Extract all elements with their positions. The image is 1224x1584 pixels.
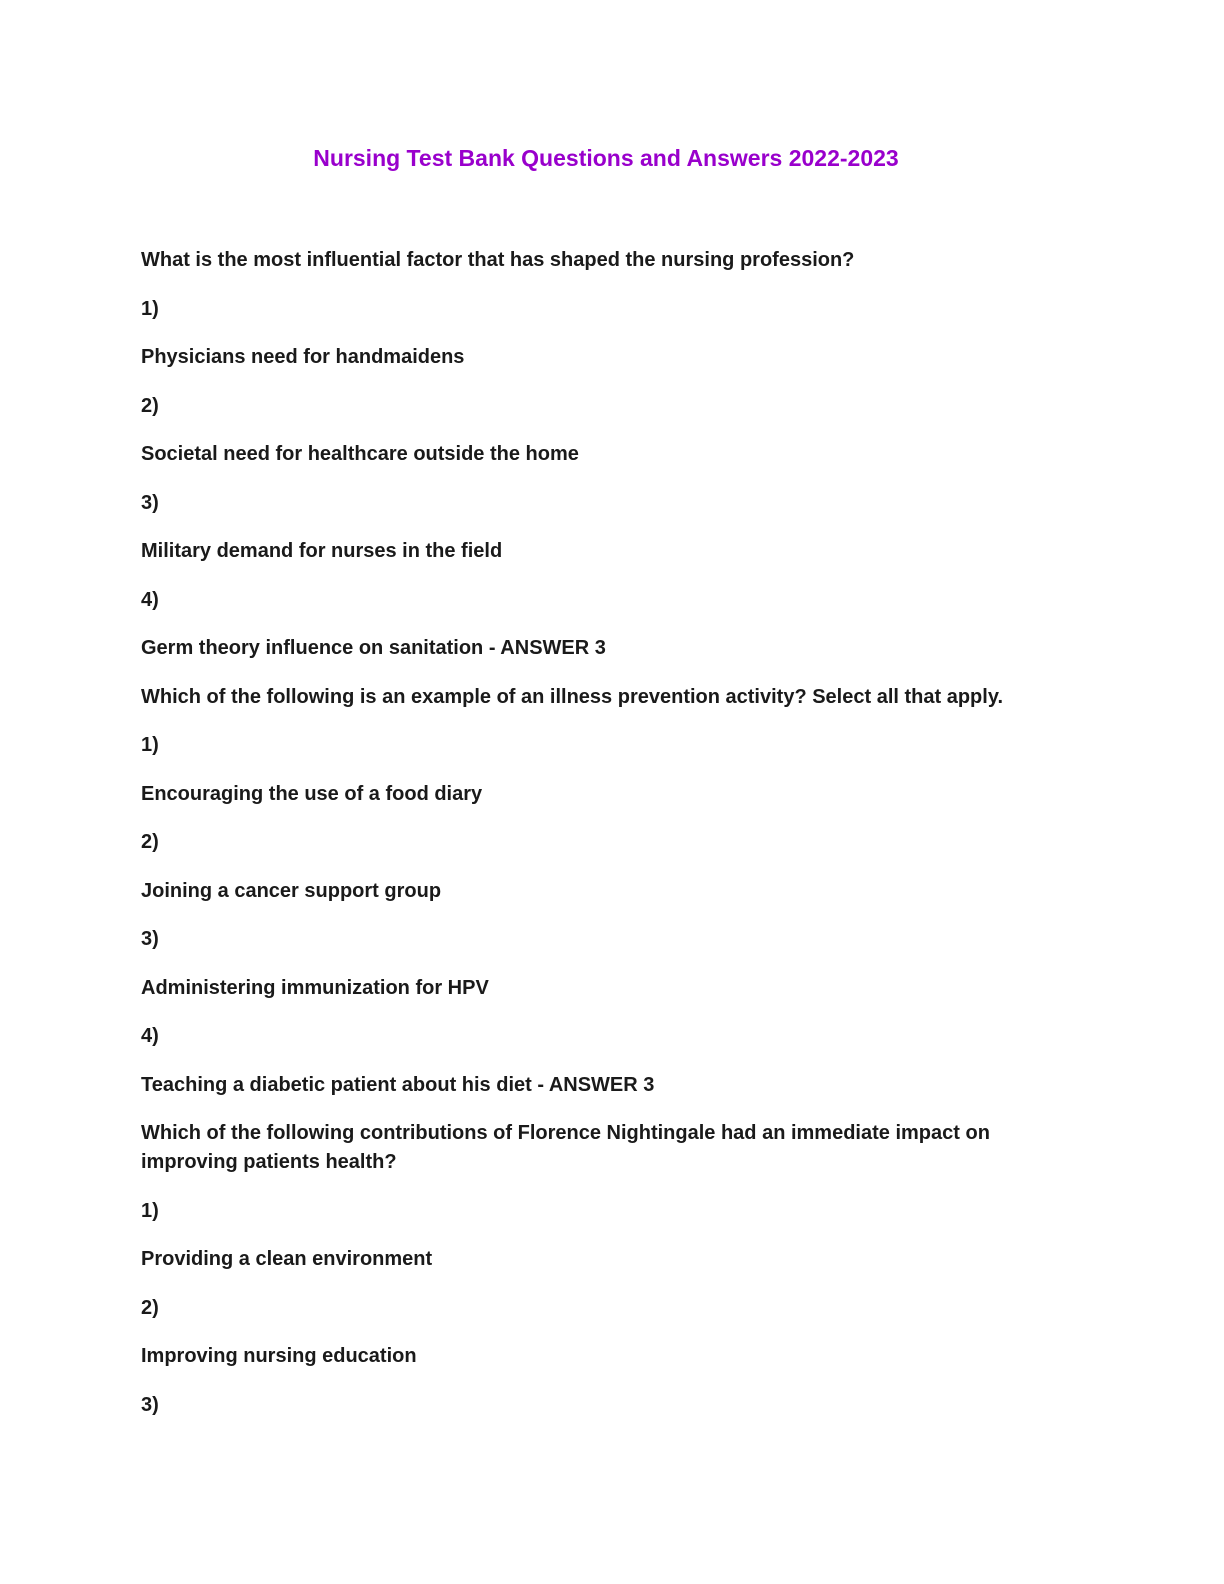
question-1-option-number: 4) (141, 588, 159, 611)
question-2-option-number: 1) (141, 734, 159, 756)
question-2-answer-line: Teaching a diabetic patient about his diet - ANSWER 3 (141, 1073, 655, 1096)
question-1-option-number: 2) (141, 394, 159, 417)
question-1-option-text: Physicians need for handmaidens (141, 346, 465, 368)
question-1-option-number: 3) (141, 491, 159, 514)
question-2-option-number: 2) (141, 831, 159, 853)
question-1-option-text: Military demand for nurses in the field (141, 540, 503, 562)
question-3-option-number: 1) (141, 1199, 159, 1222)
question-2-option-number: 4) (141, 1025, 159, 1047)
question-2-option-text: Encouraging the use of a food diary (141, 782, 483, 805)
question-1-option-number: 1) (141, 297, 159, 320)
document-title: Nursing Test Bank Questions and Answers 2022-2023 (313, 145, 899, 171)
question-2-option-text: Joining a cancer support group (141, 879, 442, 902)
question-3-option-number: 2) (141, 1296, 159, 1319)
question-2-text: Which of the following is an example of an illness prevention activity? Select all that apply. (141, 685, 1004, 708)
question-1-option-text: Societal need for healthcare outside the home (141, 443, 579, 465)
question-3-option-number: 3) (141, 1393, 159, 1416)
question-3-text: Which of the following contributions of Florence Nightingale had an immediate impact on improving patients health? (141, 1122, 990, 1173)
question-2-option-number: 3) (141, 928, 159, 950)
question-3-option-text: Providing a clean environment (141, 1248, 433, 1270)
question-2-option-text: Administering immunization for HPV (141, 976, 489, 999)
question-3-option-text: Improving nursing education (141, 1345, 417, 1367)
document-body (141, 246, 1091, 1439)
question-1-text: What is the most influential factor that has shaped the nursing profession? (141, 249, 855, 271)
question-1-answer-line: Germ theory influence on sanitation - ANSWER 3 (141, 637, 606, 659)
